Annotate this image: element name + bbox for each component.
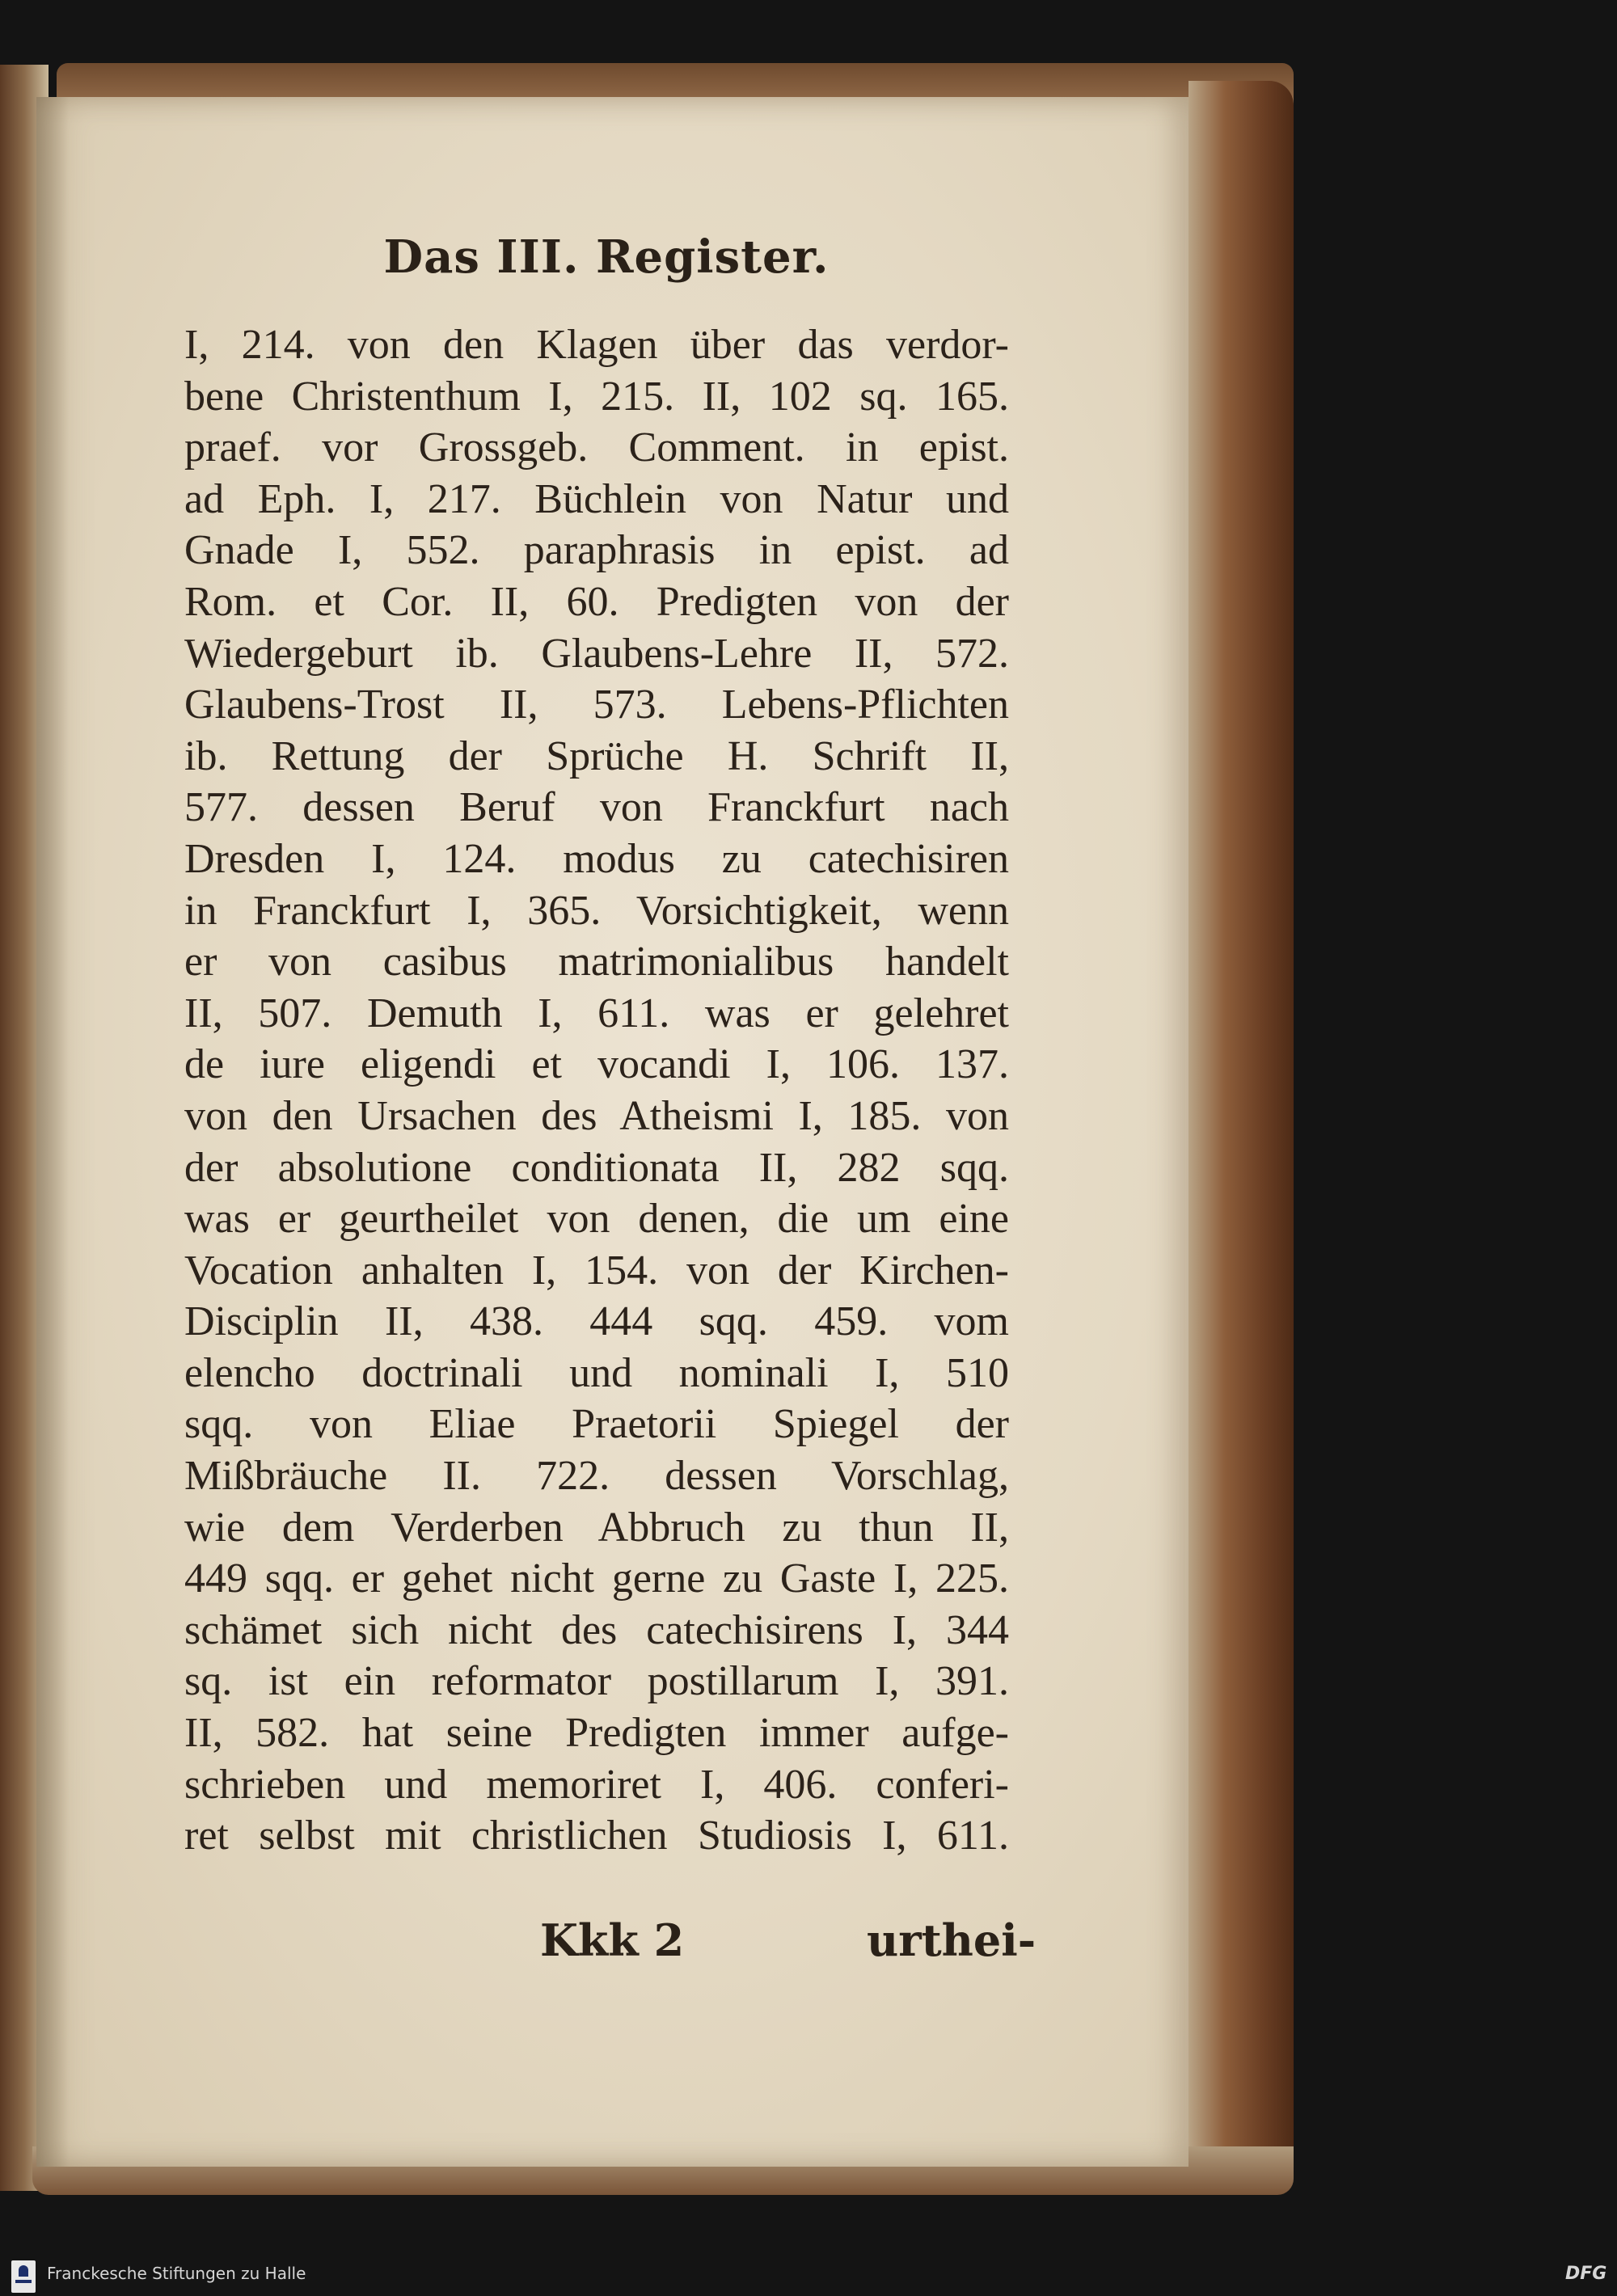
text-line: praef. vor Grossgeb. Comment. in epist. (184, 424, 1009, 471)
text-line: wie dem Verderben Abbruch zu thun II, (184, 1504, 1009, 1551)
text-line: in Franckfurt I, 365. Vorsichtigkeit, wenn (184, 887, 1009, 934)
signature-mark: Kkk 2 (540, 1914, 685, 1966)
text-line: Disciplin II, 438. 444 sqq. 459. vom (184, 1298, 1009, 1345)
catchword: urthei- (867, 1914, 1036, 1966)
text-line: der absolutione conditionata II, 282 sqq. (184, 1144, 1009, 1191)
gutter-shadow (36, 97, 69, 2167)
text-line: Wiedergeburt ib. Glaubens-Lehre II, 572. (184, 630, 1009, 677)
text-line: Dresden I, 124. modus zu catechisiren (184, 835, 1009, 882)
text-line: Vocation anhalten I, 154. von der Kirchen- (184, 1247, 1009, 1294)
text-line: 449 sqq. er gehet nicht gerne zu Gaste I, 225. (184, 1555, 1009, 1602)
text-line: elencho doctrinali und nominali I, 510 (184, 1349, 1009, 1396)
text-line: ad Eph. I, 217. Büchlein von Natur und (184, 475, 1009, 522)
text-line: er von casibus matrimonialibus handelt (184, 939, 1009, 986)
book-cover-right (1188, 81, 1294, 2191)
text-line: ib. Rettung der Sprüche H. Schrift II, (184, 732, 1009, 779)
text-line: ret selbst mit christlichen Studiosis I, 611. (184, 1813, 1009, 1859)
institution-name: Franckesche Stiftungen zu Halle (47, 2264, 306, 2283)
text-line: de iure eligendi et vocandi I, 106. 137. (184, 1041, 1009, 1088)
text-line: Glaubens-Trost II, 573. Lebens-Pflichten (184, 682, 1009, 728)
text-line: schrieben und memoriret I, 406. conferi- (184, 1761, 1009, 1808)
text-line: was er geurtheilet von denen, die um eine (184, 1196, 1009, 1243)
text-line: Rom. et Cor. II, 60. Predigten von der (184, 578, 1009, 625)
running-head: Das III. Register. (383, 230, 830, 284)
text-line: sqq. von Eliae Praetorii Spiegel der (184, 1401, 1009, 1448)
text-line: sq. ist ein reformator postillarum I, 391. (184, 1658, 1009, 1705)
text-line: 577. dessen Beruf von Franckfurt nach (184, 784, 1009, 831)
institution-logo-icon (11, 2260, 36, 2293)
index-text-block (184, 319, 1009, 1862)
text-line: von den Ursachen des Atheismi I, 185. von (184, 1092, 1009, 1139)
text-line: bene Christenthum I, 215. II, 102 sq. 165. (184, 373, 1009, 420)
funder-logo: DFG (1565, 2264, 1607, 2284)
text-line: I, 214. von den Klagen über das verdor- (184, 322, 1009, 368)
text-line: II, 507. Demuth I, 611. was er gelehret (184, 990, 1009, 1036)
text-line: II, 582. hat seine Predigten immer aufge- (184, 1710, 1009, 1757)
text-line: Gnade I, 552. paraphrasis in epist. ad (184, 527, 1009, 574)
text-line: schämet sich nicht des catechisirens I, 344 (184, 1606, 1009, 1653)
text-line: Mißbräuche II. 722. dessen Vorschlag, (184, 1453, 1009, 1500)
